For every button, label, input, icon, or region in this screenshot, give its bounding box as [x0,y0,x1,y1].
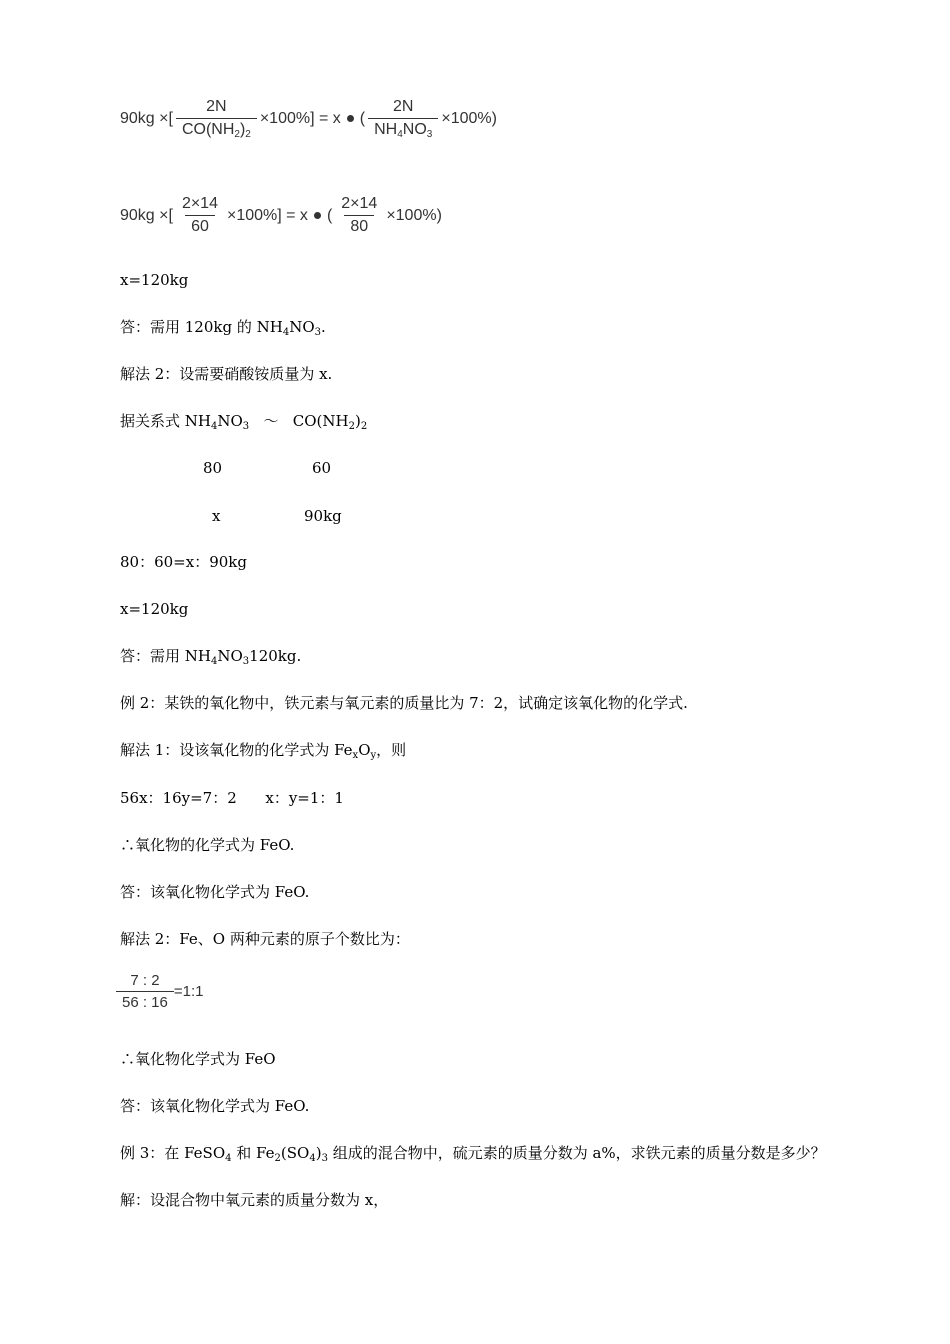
eq2-fraction-2-numerator: 2×14 [341,195,378,212]
known-right: 90kg [304,507,342,525]
eq1-fraction-2 [368,98,438,139]
example-2-method-1: 解法 1：设该氧化物的化学式为 $Fe_xO_y$，则 [120,741,407,761]
eq1-open: ( [359,109,366,127]
answer-line-1: 答：需用 120kg 的 $NH_4NO_3$. [120,318,326,338]
eq2-fraction-2-denominator: 80 [344,215,374,236]
conclusion-line-1: ∴氧化物的化学式为 FeO. [120,836,295,854]
ratio-fraction-body [116,972,174,1011]
eq2-tail: ×100%) [386,206,442,224]
eq1-fraction-2-denominator: $NH_4NO_3$ [368,118,438,139]
example-3-solution: 解：设混合物中氧元素的质量分数为 x， [120,1191,389,1209]
example-2-method-2: 解法 2：Fe、O 两种元素的原子个数比为： [120,930,410,948]
eq2-fraction-1 [176,195,224,236]
example-2-question: 例 2：某铁的氧化物中，铁元素与氧元素的质量比为 7：2，试确定该氧化物的化学式. [120,694,688,712]
eq2-fraction-1-denominator: 60 [185,215,215,236]
eq1-fraction-1-denominator: $CO(NH_2)_2$ [176,118,257,139]
answer-line-3: 答：该氧化物化学式为 FeO. [120,883,310,901]
multiply-dot-icon [347,115,354,122]
ratio-fraction-result: =1:1 [173,983,204,1000]
multiply-dot-icon [314,212,321,219]
ratio-fraction [116,972,204,1011]
eq2-lead: 90kg ×[ [120,206,173,224]
eq1-fraction-2-numerator: 2N [393,98,414,115]
eq1-lead: 90kg ×[ [120,109,173,127]
eq1-tail: ×100%) [441,109,497,127]
method-2-heading: 解法 2：设需要硝酸铵质量为 x. [120,365,333,383]
ratio-line: 56x：16y=7：2 x：y=1：1 [120,789,344,807]
result-line-1: x=120kg [120,271,189,289]
result-line-2: x=120kg [120,600,189,618]
ratio-fraction-denominator: 56 : 16 [116,991,174,1011]
proportion-line: 80：60=x：90kg [120,553,247,571]
equation-2 [120,195,442,236]
eq1-fraction-1-numerator: 2N [206,98,227,115]
eq1-mid: ×100%] = x [259,109,341,127]
example-3-question: 例 3：在 FeSO$_4$ 和 $Fe_2(SO_4)_3$ 组成的混合物中，硫元素的质量分数为 a%，求铁元素的质量分数是多少？ [120,1144,826,1164]
molar-mass-right: 60 [312,459,332,477]
ratio-fraction-numerator: 7 : 2 [130,972,160,989]
unknown-left: x [212,507,221,525]
eq1-fraction-1 [176,98,257,139]
eq2-mid: ×100%] = x [226,206,308,224]
conclusion-line-2: ∴氧化物化学式为 FeO [120,1050,276,1068]
relation-line: 据关系式 $NH_4NO_3$ ～ $CO(NH_2)_2$ [120,412,368,432]
answer-line-4: 答：该氧化物化学式为 FeO. [120,1097,310,1115]
answer-line-2: 答：需用 $NH_4NO_3120kg$. [120,647,302,667]
equation-1 [120,98,497,139]
eq2-fraction-1-numerator: 2×14 [181,195,218,212]
eq2-fraction-2 [335,195,383,236]
molar-mass-left: 80 [203,459,223,477]
eq2-open: ( [326,206,333,224]
